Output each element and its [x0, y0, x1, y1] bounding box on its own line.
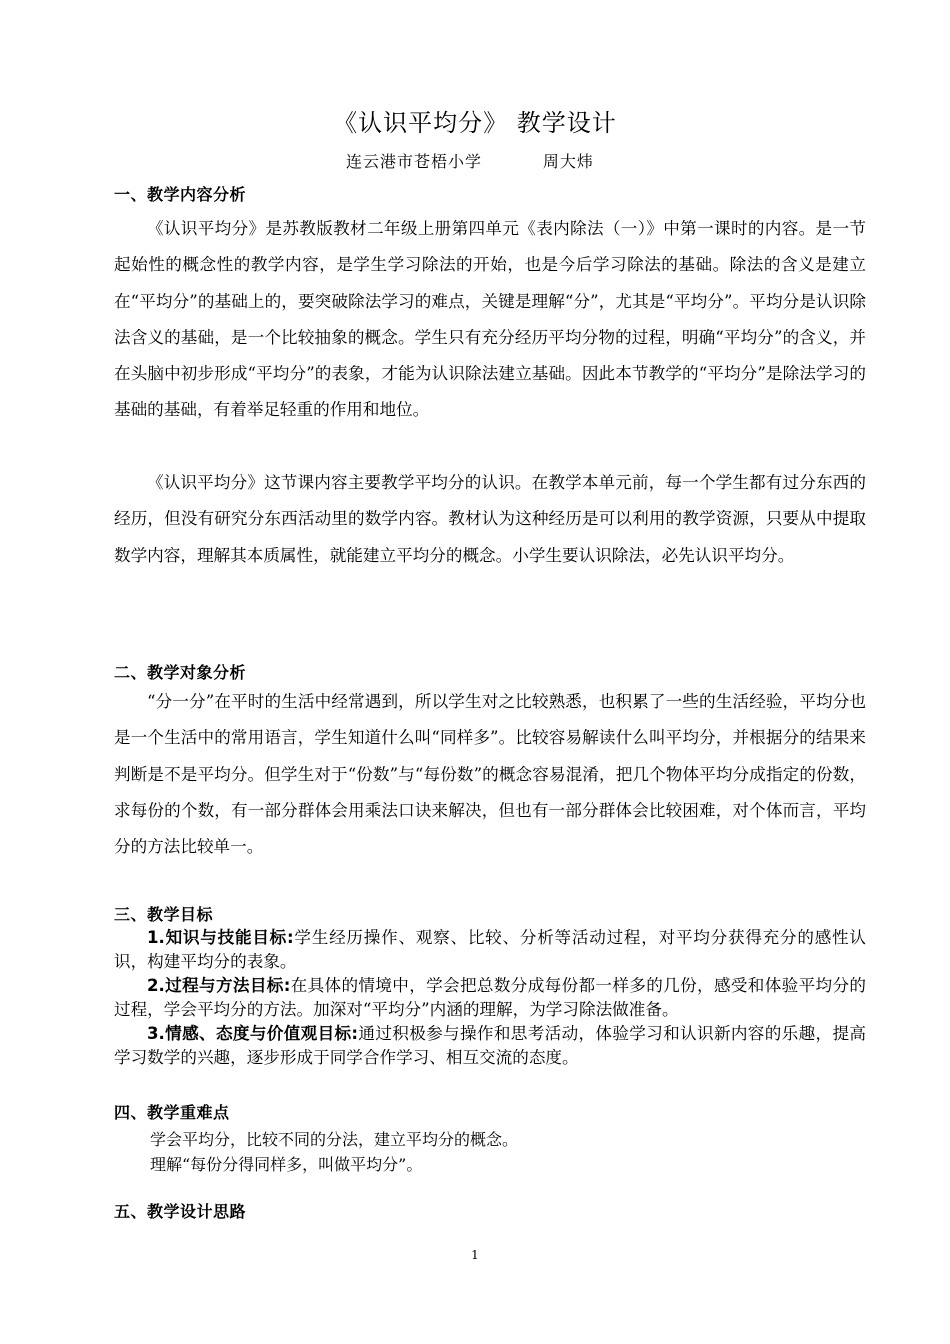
document-title: 《认识平均分》 教学设计: [333, 109, 617, 137]
section-heading-design-ideas: 五、教学设计思路: [114, 1202, 247, 1221]
paragraph-content-analysis-1: 《认识平均分》是苏教版教材二年级上册第四单元《表内除法（一）》中第一课时的内容。是一节起始性的概念性的教学内容，是学生学习除法的开始，也是今后学习除法的基础。除法的含义是建立在“平均分”的基础上的，要突破除法学习的难点，关键是理解“分”，尤其是“平均分”。平均分是认识除法含义的基础，是一个比较抽象的概念。学生只有充分经历平均分物的过程，明确“平均分”的含义，并在头脑中初步形成“平均分”的表象，才能为认识除法建立基础。因此本节教学的“平均分”是除法学习的基础的基础，有着举足轻重的作用和地位。: [114, 219, 866, 420]
paragraph-learner-analysis: “分一分”在平时的生活中经常遇到，所以学生对之比较熟悉，也积累了一些的生活经验，平均分也是一个生活中的常用语言，学生知道什么叫“同样多”。比较容易解读什么叫平均分，并根据分的结果来判断是不是平均分。但学生对于“份数”与“每份数”的概念容易混淆，把几个物体平均分成指定的份数，求每份的个数，有一部分群体会用乘法口诀来解决，但也有一部分群体会比较困难，对个体而言，平均分的方法比较单一。: [114, 692, 866, 857]
objective-knowledge-skills: [114, 926, 866, 974]
section-heading-content-analysis: 一、教学内容分析: [114, 185, 247, 204]
objective-label: 1.知识与技能目标:: [147, 928, 294, 947]
section-heading-objectives: 三、教学目标: [114, 905, 214, 924]
objective-process-method: [114, 974, 866, 1022]
key-point-1: 学会平均分，比较不同的分法，建立平均分的概念。: [150, 1130, 519, 1149]
paragraph-content-analysis-2: 《认识平均分》这节课内容主要教学平均分的认识。在教学本单元前，每一个学生都有过分东西的经历，但没有研究分东西活动里的数学内容。教材认为这种经历是可以利用的教学资源，只要从中提取数学内容，理解其本质属性，就能建立平均分的概念。小学生要认识除法，必先认识平均分。: [114, 473, 866, 565]
key-point-2: 理解“每份分得同样多，叫做平均分”。: [150, 1155, 423, 1174]
objective-label: 2.过程与方法目标:: [147, 976, 291, 995]
author-line: 连云港市苍梧小学 周大炜: [346, 152, 594, 171]
objective-label: 3.情感、态度与价值观目标:: [147, 1024, 359, 1043]
page-number: 1: [471, 1248, 479, 1262]
objective-emotion-attitude: [114, 1022, 866, 1070]
section-heading-key-points: 四、教学重难点: [114, 1103, 230, 1122]
objective-text: 通过积极参与操作和思考活动，体验学习和认识新内容的乐趣，提高学习数学的兴趣，逐步形成于同学合作学习、相互交流的态度。: [114, 1024, 866, 1068]
objective-text: 学生经历操作、观察、比较、分析等活动过程，对平均分获得充分的感性认识，构建平均分的表象。: [114, 928, 866, 972]
section-heading-learner-analysis: 二、教学对象分析: [114, 663, 247, 682]
objective-text: 在具体的情境中，学会把总数分成每份都一样多的几份，感受和体验平均分的过程，学会平均分的方法。加深对“平均分”内涵的理解，为学习除法做准备。: [114, 976, 866, 1020]
